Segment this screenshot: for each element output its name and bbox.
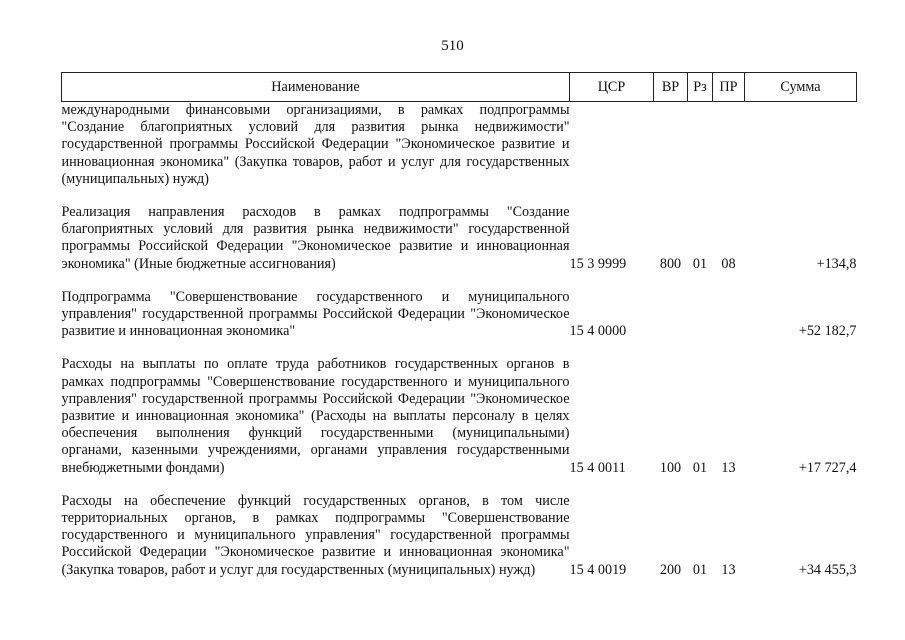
- row-csr: 15 4 0011: [569, 459, 626, 476]
- row-vr: 100: [659, 459, 682, 476]
- row-name: Подпрограмма "Совершенствование государственного и муниципального управления" государственной программы Российской Федерации "Экономическое развитие и инновационная экономика": [61, 288, 570, 340]
- row-rz: 01: [692, 561, 708, 578]
- table-header-row: [62, 73, 857, 102]
- row-vr: [654, 102, 688, 189]
- header-rz: Рз: [688, 73, 713, 102]
- row-csr: 15 4 0000: [569, 323, 627, 340]
- row-name: международными финансовыми организациями, в рамках подпрограммы "Создание благоприятных условий для развития рынка недвижимости" государственной программы Российской Федерации "Экономическое развитие и инновационная экономика" (Закупка товаров, работ и услуг для государственных (муниципальных) нужд): [61, 102, 570, 187]
- header-pr: ПР: [713, 73, 745, 102]
- row-vr: [654, 273, 688, 341]
- row-rz: 01: [692, 255, 708, 272]
- row-pr: 13: [721, 459, 736, 476]
- row-csr: 15 4 0019: [569, 561, 627, 578]
- row-pr: 08: [721, 255, 736, 272]
- header-name: Наименование: [62, 73, 570, 102]
- row-rz: [688, 102, 713, 189]
- header-csr: ЦСР: [570, 73, 654, 102]
- row-sum: +134,8: [816, 255, 857, 272]
- row-rz: [688, 273, 713, 341]
- table-row: [62, 340, 857, 476]
- row-pr: 13: [721, 561, 736, 578]
- table-row: [62, 477, 857, 579]
- row-sum: [745, 102, 857, 189]
- table-row: [62, 188, 857, 273]
- row-rz: 01: [692, 459, 708, 476]
- row-pr: [713, 102, 745, 189]
- row-csr: [570, 102, 654, 189]
- row-sum: +17 727,4: [798, 459, 857, 476]
- header-sum: Сумма: [745, 73, 857, 102]
- row-sum: +34 455,3: [798, 561, 857, 578]
- row-vr: 200: [659, 561, 682, 578]
- row-vr: 800: [659, 255, 682, 272]
- row-name: Реализация направления расходов в рамках подпрограммы "Создание благоприятных условий для развития рынка недвижимости" государственной программы Российской Федерации "Экономическое развитие и инновационная экономика" (Иные бюджетные ассигнования): [61, 204, 570, 272]
- row-pr: [713, 273, 745, 341]
- header-vr: ВР: [654, 73, 688, 102]
- row-sum: +52 182,7: [798, 323, 857, 340]
- table-row: [62, 102, 857, 189]
- row-csr: 15 3 9999: [569, 255, 627, 272]
- table-row: [62, 273, 857, 341]
- row-name: Расходы на обеспечение функций государственных органов, в том числе территориальных органов, в рамках подпрограммы "Совершенствование государственного и муниципального управления" государственной программы Российской Федерации "Экономическое развитие и инновационная экономика" (Закупка товаров, работ и услуг для государственных (муниципальных) нужд): [61, 492, 570, 578]
- page-number: 510: [441, 38, 464, 54]
- budget-table: [61, 72, 857, 579]
- row-name: Расходы на выплаты по оплате труда работников государственных органов в рамках подпрограммы "Совершенствование государственного и муниципального управления" государственной программы Российской Федерации "Экономическое развитие и инновационная экономика" (Расходы на выплаты персоналу в целях обеспечения выполнения функций государственными (муниципальными) органами, казенными учреждениями, органами управления государственными внебюджетными фондами): [61, 356, 570, 476]
